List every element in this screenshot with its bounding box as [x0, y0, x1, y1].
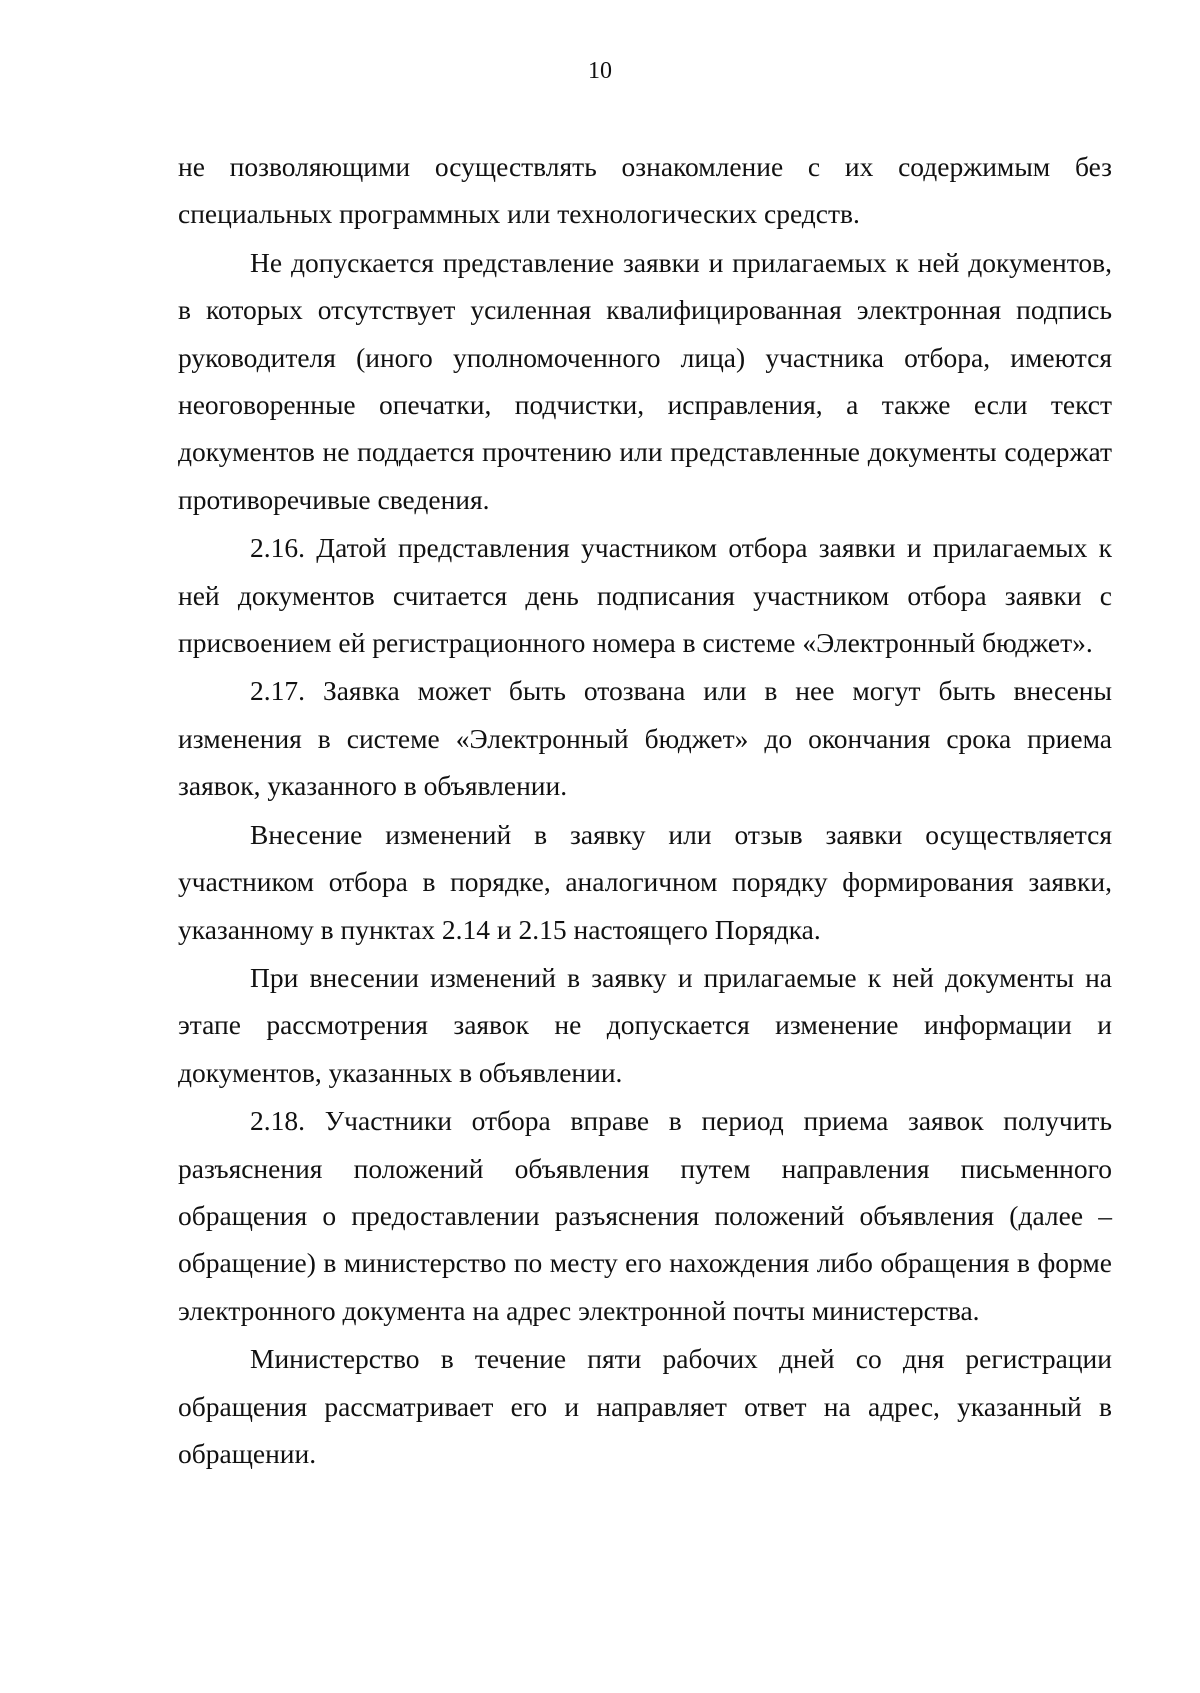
document-body — [178, 143, 1112, 1478]
paragraph-continuation: не позволяющими осуществлять ознакомление с их содержимым без специальных программных или технологических средств. — [178, 151, 1112, 230]
paragraph-2-16-submission-date: 2.16. Датой представления участником отбора заявки и прилагаемых к ней документов считается день подписания участником отбора заявки с присвоением ей регистрационного номера в системе «Электронный бюджет». — [178, 532, 1112, 659]
paragraph-signature-requirements: Не допускается представление заявки и прилагаемых к ней документов, в которых отсутствует усиленная квалифицированная электронная подпись руководителя (иного уполномоченного лица) участника отбора, имеются неоговоренные опечатки, подчистки, исправления, а также если текст документов не поддается прочтению или представленные документы содержат противоречивые сведения. — [178, 246, 1112, 515]
paragraph-changes-procedure: Внесение изменений в заявку или отзыв заявки осуществляется участником отбора в порядке, аналогичном порядку формирования заявки, указанному в пунктах 2.14 и 2.15 настоящего Порядка. — [178, 818, 1112, 945]
page-number: 10 — [588, 58, 612, 84]
paragraph-changes-restriction: При внесении изменений в заявку и прилагаемые к ней документы на этапе рассмотрения заявок не допускается изменение информации и документов, указанных в объявлении. — [178, 961, 1112, 1088]
paragraph-ministry-response: Министерство в течение пяти рабочих дней со дня регистрации обращения рассматривает его и направляет ответ на адрес, указанный в обращении. — [178, 1343, 1112, 1469]
paragraph-2-17-withdrawal: 2.17. Заявка может быть отозвана или в нее могут быть внесены изменения в системе «Электронный бюджет» до окончания срока приема заявок, указанного в объявлении. — [178, 675, 1112, 802]
paragraph-2-18-clarifications: 2.18. Участники отбора вправе в период приема заявок получить разъяснения положений объявления путем направления письменного обращения о предоставлении разъяснения положений объявления (далее – обращение) в министерство по месту его нахождения либо обращения в форме электронного документа на адрес электронной почты министерства. — [178, 1105, 1112, 1326]
